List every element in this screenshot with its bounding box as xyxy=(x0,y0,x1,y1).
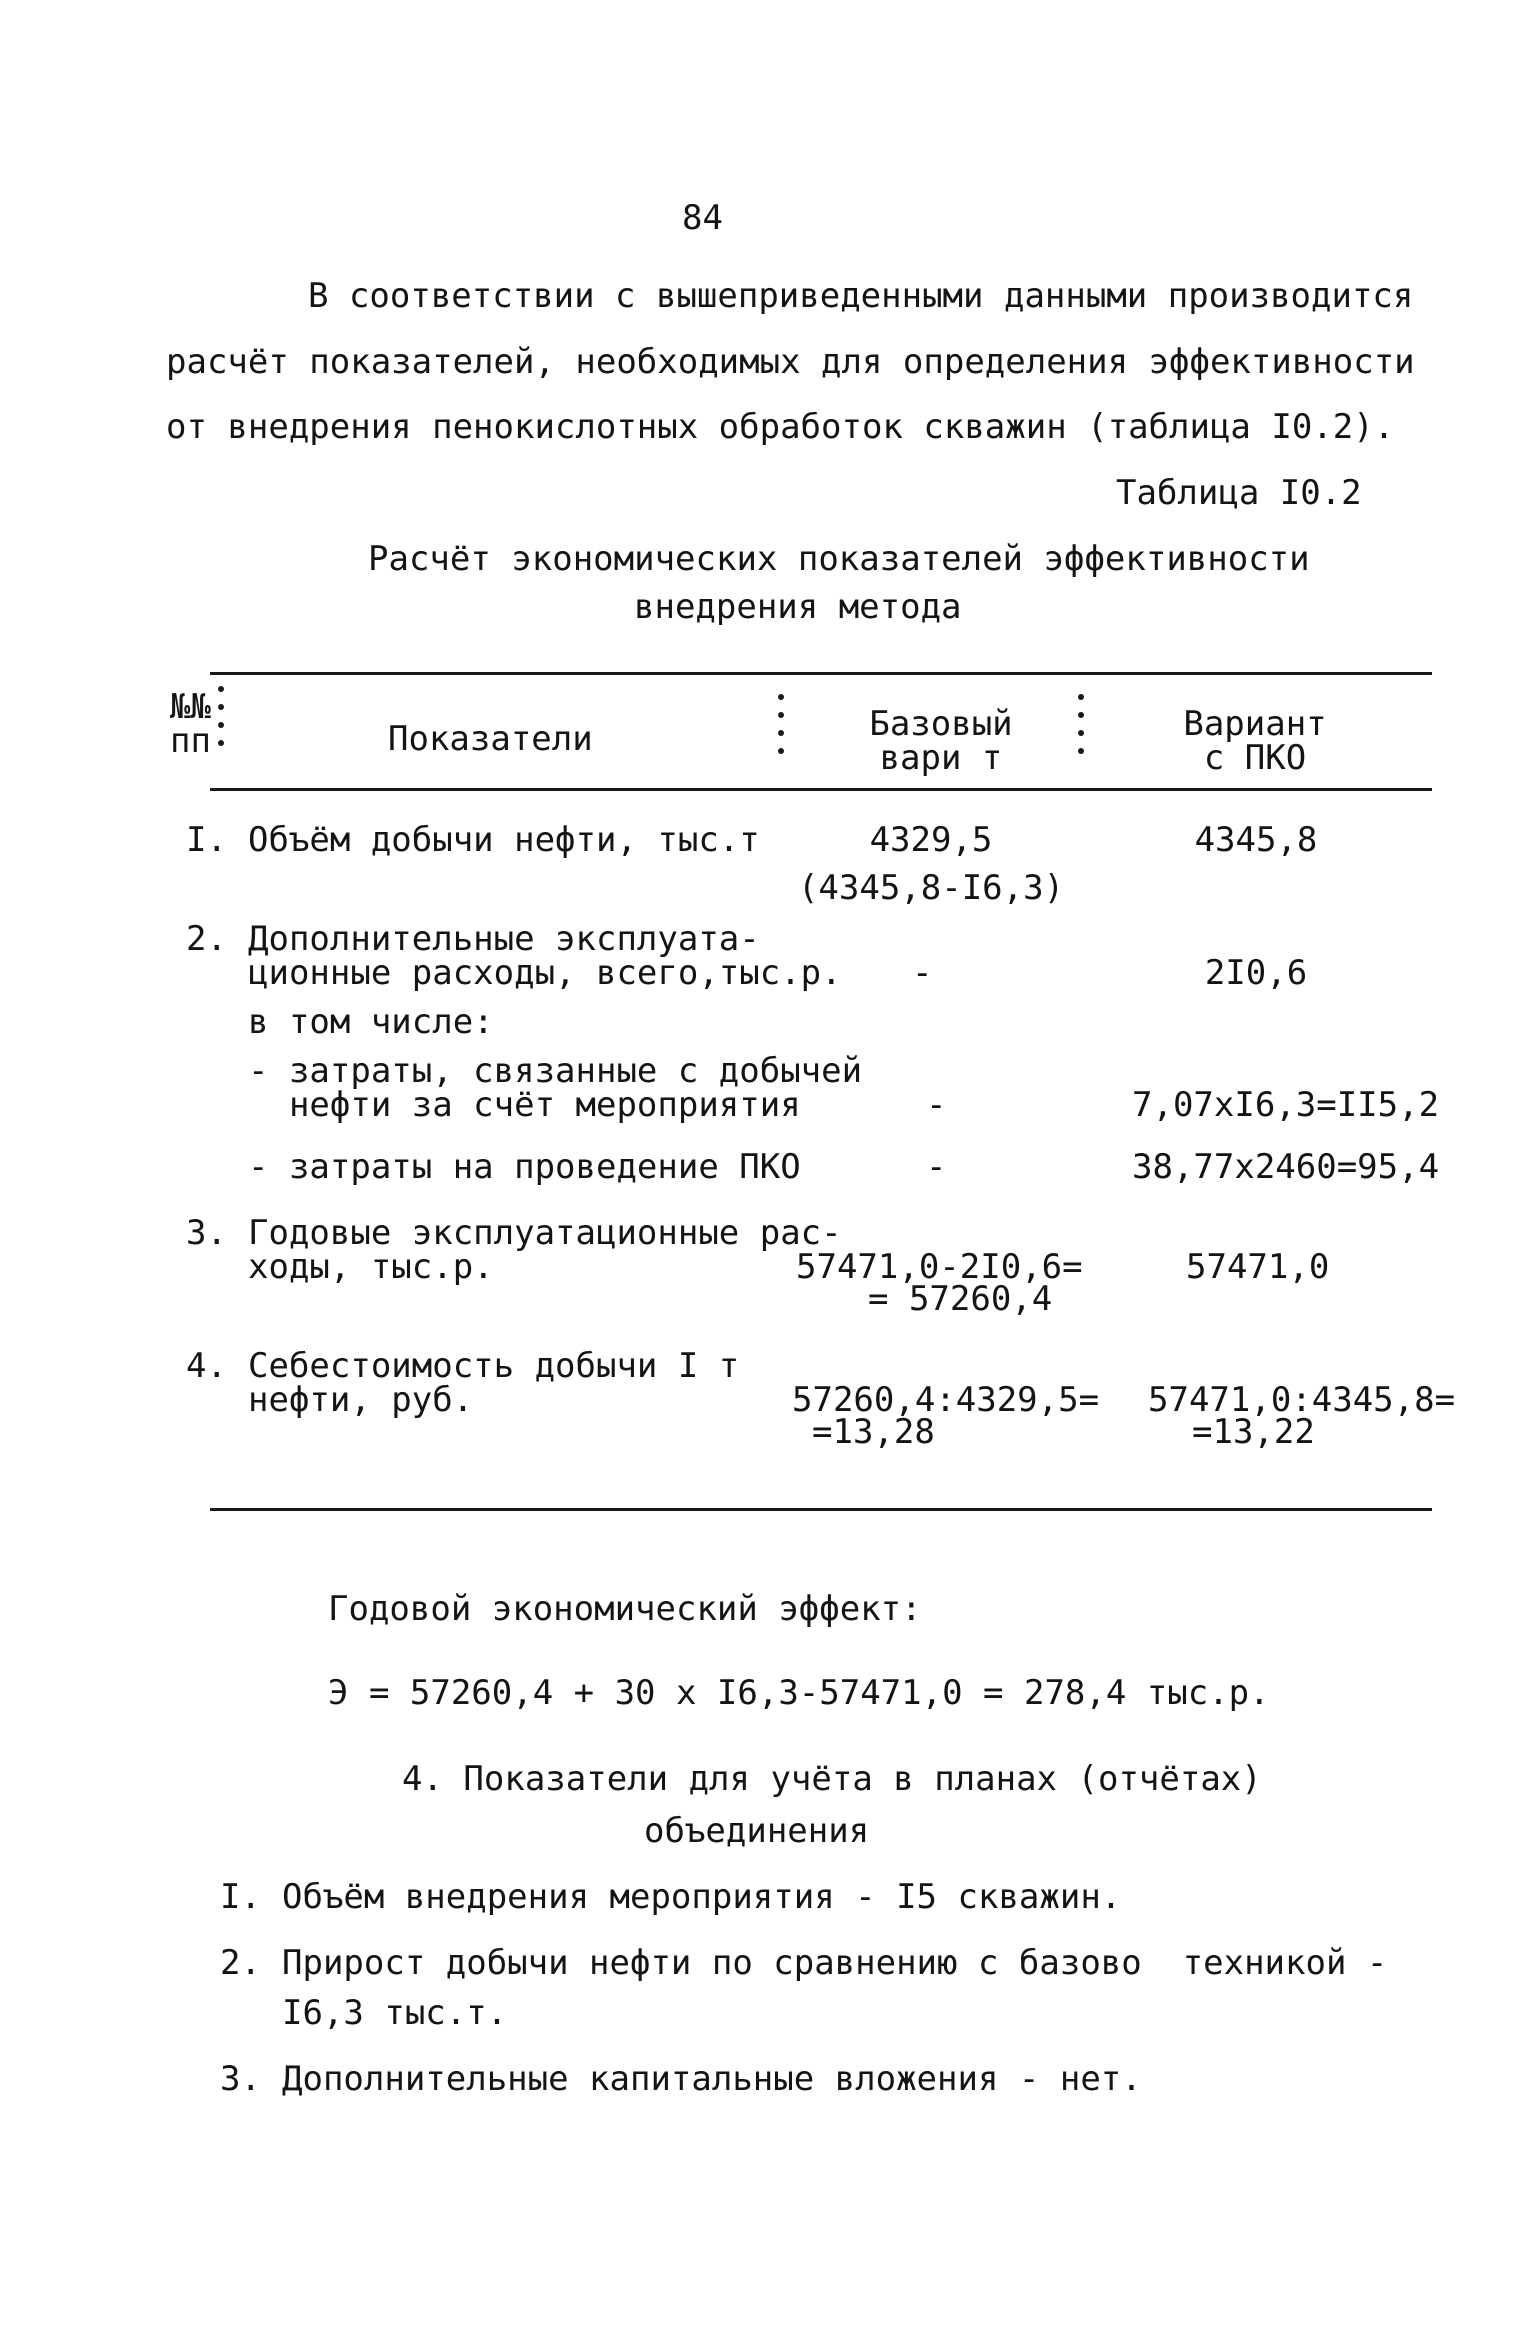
intro-line: В соответствии с вышеприведенными данными производится xyxy=(308,276,1414,316)
row-base-value: 57471,0-2I0,6= xyxy=(796,1247,1083,1287)
row-base-value: (4345,8-I6,3) xyxy=(797,868,1065,908)
row-base-value: = 57260,4 xyxy=(868,1279,1053,1319)
header-base-line1: Базовый xyxy=(869,704,1013,744)
row-number: 3. xyxy=(186,1213,227,1253)
header-separator xyxy=(778,694,784,766)
row-label: нефти, руб. xyxy=(248,1380,474,1420)
row-pko-value: 4345,8 xyxy=(1194,820,1318,860)
row-base-value: 57260,4:4329,5= xyxy=(792,1380,1100,1420)
table-title-line: внедрения метода xyxy=(634,587,962,627)
intro-line: расчёт показателей, необходимых для определения эффективности xyxy=(166,342,1415,382)
table-label: Таблица I0.2 xyxy=(1116,473,1362,513)
list-item-number: I. xyxy=(220,1877,261,1917)
row-pko-value: =13,22 xyxy=(1192,1412,1315,1452)
row-label: в том числе: xyxy=(248,1002,494,1042)
row-base-value: - xyxy=(926,1147,947,1187)
row-label: Объём добычи нефти, тыс.т xyxy=(248,820,760,860)
header-indicator: Показатели xyxy=(388,719,593,759)
table-title-line: Расчёт экономических показателей эффективности xyxy=(368,539,1310,579)
intro-line: от внедрения пенокислотных обработок скважин (таблица I0.2). xyxy=(166,407,1395,447)
header-separator xyxy=(218,686,224,758)
header-separator xyxy=(1078,694,1084,766)
list-item-text: Дополнительные капитальные вложения - нет. xyxy=(282,2059,1142,2099)
row-base-value: 4329,5 xyxy=(869,820,993,860)
row-pko-value: 57471,0:4345,8= xyxy=(1148,1380,1456,1420)
page-number: 84 xyxy=(682,198,723,238)
row-pko-value: 57471,0 xyxy=(1186,1247,1330,1287)
section4-title-line: 4. Показатели для учёта в планах (отчётах) xyxy=(402,1759,1262,1799)
table-top-rule xyxy=(210,672,1432,675)
row-pko-value: 7,07xI6,3=II5,2 xyxy=(1132,1085,1440,1125)
row-label: нефти за счёт мероприятия xyxy=(248,1085,801,1125)
row-number: 4. xyxy=(186,1346,227,1386)
list-item-text: I6,3 тыс.т. xyxy=(282,1993,508,2033)
list-item-text: Прирост добычи нефти по сравнению с базово техникой - xyxy=(282,1943,1388,1983)
row-number: I. xyxy=(186,820,227,860)
header-base-line2: вари т xyxy=(879,738,1003,778)
list-item-text: Объём внедрения мероприятия - I5 скважин. xyxy=(282,1877,1122,1917)
header-pko-line1: Вариант xyxy=(1183,704,1327,744)
row-label: ходы, тыс.р. xyxy=(248,1247,494,1287)
list-item-number: 2. xyxy=(220,1943,261,1983)
row-base-value: =13,28 xyxy=(812,1412,935,1452)
row-pko-value: 2I0,6 xyxy=(1204,953,1308,993)
row-number: 2. xyxy=(186,919,227,959)
row-pko-value: 38,77x2460=95,4 xyxy=(1132,1147,1440,1187)
row-label: - затраты на проведение ПКО xyxy=(248,1147,801,1187)
row-label: ционные расходы, всего,тыс.р. xyxy=(248,953,842,993)
header-num-line1: №№ xyxy=(170,687,211,727)
header-pko-line2: с ПКО xyxy=(1203,738,1307,778)
section4-title-line: объединения xyxy=(644,1811,870,1851)
table-header-rule xyxy=(210,788,1432,791)
header-num-line2: пп xyxy=(170,721,211,761)
effect-formula: Э = 57260,4 + 30 x I6,3-57471,0 = 278,4 тыс.р. xyxy=(328,1673,1270,1713)
table-bottom-rule xyxy=(210,1508,1432,1511)
row-label: Себестоимость добычи I т xyxy=(248,1346,740,1386)
list-item-number: 3. xyxy=(220,2059,261,2099)
row-base-value: - xyxy=(912,953,933,993)
row-label: - затраты, связанные с добычей xyxy=(248,1051,863,1091)
row-label: Годовые эксплуатационные рас- xyxy=(248,1213,842,1253)
effect-heading: Годовой экономический эффект: xyxy=(328,1589,922,1629)
row-label: Дополнительные эксплуата- xyxy=(248,919,760,959)
row-base-value: - xyxy=(926,1085,947,1125)
